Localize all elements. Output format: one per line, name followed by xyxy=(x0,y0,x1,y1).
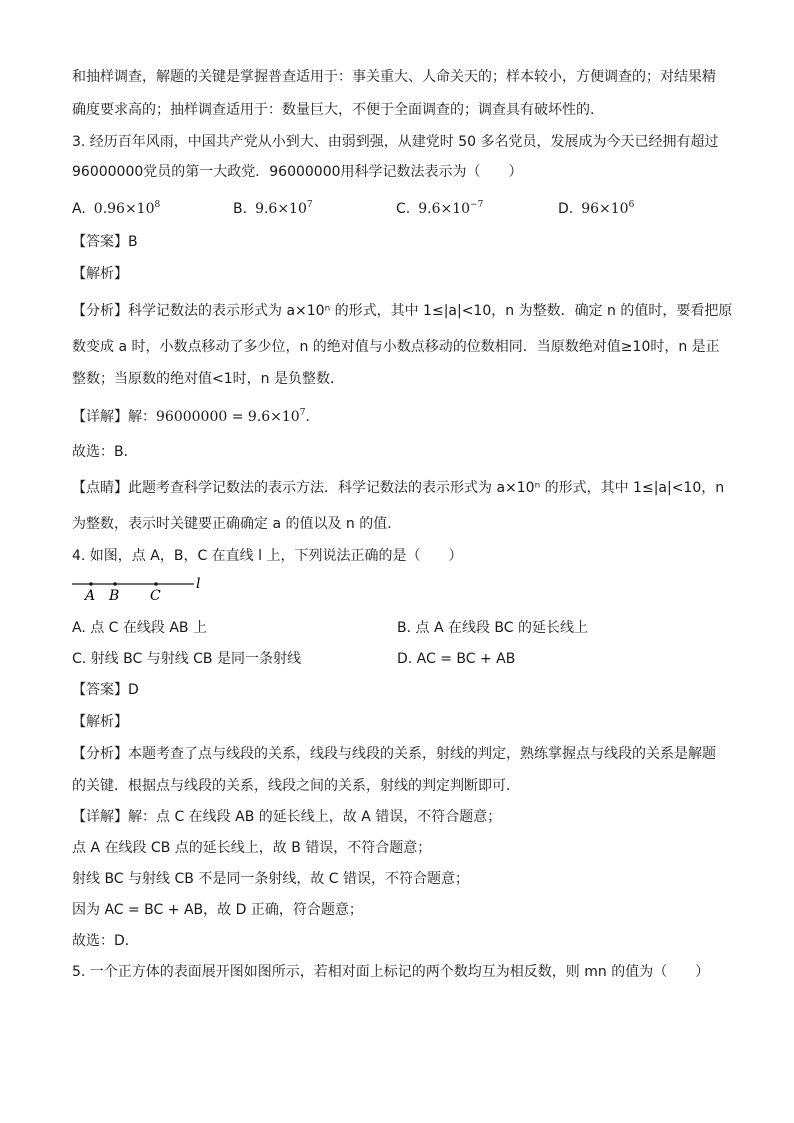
q4-stem: 4. 如图，点 A，B，C 在直线 l 上，下列说法正确的是（ ） xyxy=(72,548,463,564)
q3-option-c: C. $9.6\times 10^{-7}$ xyxy=(396,200,484,217)
q4-line-figure xyxy=(70,574,210,604)
q3-option-b: B. $9.6\times 10^7$ xyxy=(233,200,313,217)
point-b-dot xyxy=(113,582,117,586)
q4-option-b: B. 点 A 在线段 BC 的延长线上 xyxy=(397,620,589,636)
q3-analysis-heading: 【解析】 xyxy=(72,266,128,282)
q4-detail-line-2: 点 A 在线段 CB 点的延长线上，故 B 错误，不符合题意； xyxy=(72,840,432,856)
q4-detail-line-3: 射线 BC 与射线 CB 不是同一条射线，故 C 错误，不符合题意； xyxy=(72,871,469,887)
q3-fenxi-line-1: 【分析】科学记数法的表示形式为 a×10ⁿ 的形式，其中 1≤|a|<10，n 为整数．确定 n 的值时，要看把原 xyxy=(72,303,733,319)
q2-tail-line-2: 确度要求高的；抽样调查适用于：数量巨大，不便于全面调查的；调查具有破坏性的. xyxy=(72,102,595,118)
q4-option-c: C. 射线 BC 与射线 CB 是同一条射线 xyxy=(72,651,301,667)
q4-fenxi-line-2: 的关键．根据点与线段的关系，线段之间的关系，射线的判定判断即可． xyxy=(72,778,520,794)
q3-dianjing-line-1: 【点睛】此题考查科学记数法的表示方法．科学记数法的表示形式为 a×10ⁿ 的形式，其中 1≤|a|<10，n xyxy=(72,480,725,496)
q4-detail-line-1: 【详解】解：点 C 在线段 AB 的延长线上，故 A 错误，不符合题意； xyxy=(72,809,502,825)
q4-detail-line-4: 因为 AC = BC + AB，故 D 正确，符合题意； xyxy=(72,902,363,918)
q3-fenxi-line-3: 整数；当原数的绝对值<1时，n 是负整数． xyxy=(72,371,344,387)
q3-fenxi-line-2: 数变成 a 时，小数点移动了多少位，n 的绝对值与小数点移动的位数相同．当原数绝对值≥10时，n 是正 xyxy=(72,339,720,355)
point-c-dot xyxy=(154,582,158,586)
q3-answer: 【答案】B xyxy=(72,234,138,250)
q3-detail: 【详解】解：$96000000 = 9.6\times 10^7$． xyxy=(72,408,320,425)
label-c: C xyxy=(150,588,161,604)
q2-tail-line-1: 和抽样调查，解题的关键是掌握普查适用于：事关重大、人命关天的；样本较小，方便调查的；对结果精 xyxy=(72,69,716,85)
q4-option-d: D. AC = BC + AB xyxy=(397,651,516,667)
q3-option-d: D. $96\times 10^6$ xyxy=(558,200,635,217)
q3-dianjing-line-2: 为整数，表示时关键要正确确定 a 的值以及 n 的值． xyxy=(72,516,402,532)
label-b: B xyxy=(109,588,120,604)
q3-stem-line-1: 3. 经历百年风雨，中国共产党从小到大、由弱到强，从建党时 50 多名党员，发展成为今天已经拥有超过 xyxy=(72,134,719,150)
point-a-dot xyxy=(89,582,93,586)
q4-choose: 故选：D． xyxy=(72,933,139,949)
label-a: A xyxy=(85,588,96,604)
q3-choose: 故选：B． xyxy=(72,444,138,460)
q4-answer: 【答案】D xyxy=(72,682,139,698)
q3-stem-line-2: 96000000党员的第一大政党．96000000用科学记数法表示为（ ） xyxy=(72,164,523,180)
q3-option-a: A. $0.96\times 10^8$ xyxy=(72,200,161,217)
q4-fenxi-line-1: 【分析】本题考查了点与线段的关系，线段与线段的关系，射线的判定，熟练掌握点与线段的关系是解题 xyxy=(72,746,716,762)
q5-stem: 5. 一个正方体的表面展开图如图所示，若相对面上标记的两个数均互为相反数，则 mn 的值为（ ） xyxy=(72,964,710,980)
q4-analysis-heading: 【解析】 xyxy=(72,714,128,730)
q4-option-a: A. 点 C 在线段 AB 上 xyxy=(72,620,207,636)
label-l: l xyxy=(196,576,201,592)
